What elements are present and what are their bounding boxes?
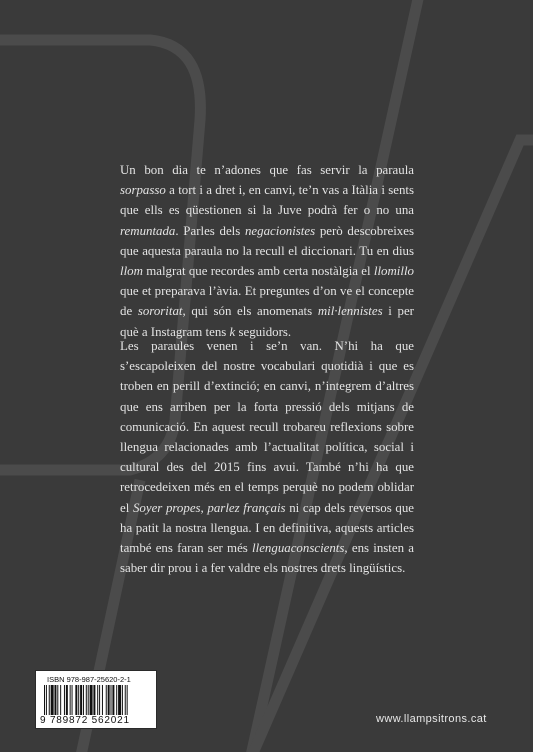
back-cover-paragraph-2: Les paraules venen i se’n van. N’hi ha que s’escapoleixen del nostre vocabulari quotidià i que es troben en perill d’extinció; en canvi, n’integrem d’altres que ens arriben per la forta pressió dels mitjans de comunicació. En aquest recull trobareu reflexions sobre llengua relacionades amb l’actualitat política, social i cultural des del 2015 fins avui. També n’hi ha que retrocedeixen més en el temps perquè no podem oblidar el Soyer propes, parlez français ni cap dels reversos que ha patit la nostra llengua. I en definitiva, aquests articles també ens faran ser més llenguaconscients, ens insten a saber dir prou i a fer valdre els nostres drets lingüístics.	[120, 339, 414, 576]
isbn-label: ISBN 978-987-25620-2-1	[47, 675, 131, 684]
back-cover-paragraph-1: Un bon dia te n’adones que fas servir la paraula sorpasso a tort i a dret i, en canvi, te’n vas a Itàlia i sents que ells es qüestionen si la Juve podrà fer o no una remuntada. Parles dels negacionistes però descobreixes que aquesta paraula no la recull el diccionari. Tu en dius llom malgrat que recordes amb certa nostàlgia el llomillo que et preparava l’àvia. Et preguntes d’on ve el concepte de sororitat, qui són els anomenats mil·lennistes i per què a Instagram tens k seguidors.	[120, 163, 414, 339]
barcode-digits: 9 789872 562021	[40, 715, 130, 726]
barcode-bars	[44, 685, 148, 717]
isbn-barcode	[35, 670, 157, 729]
publisher-website: www.llampsitrons.cat	[376, 713, 487, 725]
